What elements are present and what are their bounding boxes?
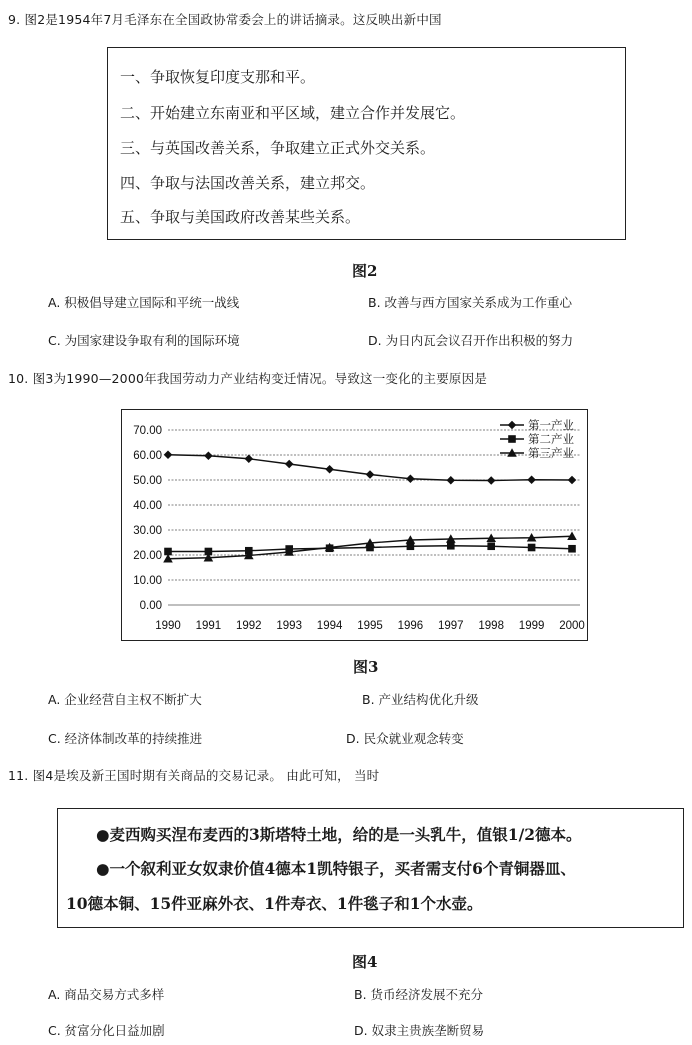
question-11-stem: 11. 图4是埃及新王国时期有关商品的交易记录。 由此可知， 当时 — [8, 768, 380, 783]
data-point-series-2 — [487, 542, 495, 550]
q11-option-a[interactable]: A. 商品交易方式多样 — [48, 987, 165, 1002]
x-tick-label: 2000 — [559, 620, 585, 632]
q11-option-c[interactable]: C. 贫富分化日益加剧 — [48, 1023, 165, 1038]
question-10-stem: 10. 图3为1990—2000年我国劳动力产业结构变迁情况。导致这一变化的主要原因是 — [8, 371, 488, 386]
q11-option-d[interactable]: D. 奴隶主贵族垄断贸易 — [354, 1023, 485, 1038]
q10-option-d[interactable]: D. 民众就业观念转变 — [346, 731, 464, 746]
x-tick-label: 1996 — [397, 620, 424, 632]
x-tick-label: 1997 — [438, 620, 464, 632]
labor-structure-line-chart — [122, 410, 586, 639]
legend-marker-2 — [508, 435, 516, 443]
q10-option-a[interactable]: A. 企业经营自主权不断扩大 — [48, 692, 202, 707]
y-tick-label: 30.00 — [133, 525, 162, 537]
data-point-series-2 — [447, 542, 455, 550]
x-tick-label: 1998 — [478, 620, 504, 632]
figure-4-line-2: ●一个叙利亚女奴隶价值4德本1凯特银子，买者需支付6个青铜器皿、 — [96, 859, 576, 878]
q9-option-a[interactable]: A. 积极倡导建立国际和平统一战线 — [48, 295, 240, 310]
x-tick-label: 1992 — [236, 620, 262, 632]
q10-option-c[interactable]: C. 经济体制改革的持续推进 — [48, 731, 203, 746]
figure-3-label: 图3 — [353, 658, 379, 676]
data-point-series-2 — [568, 545, 576, 553]
figure-4-line-3: 10德本铜、15件亚麻外衣、1件寿衣、1件毯子和1个水壶。 — [66, 894, 483, 913]
data-point-series-1 — [366, 470, 375, 479]
x-tick-label: 1990 — [155, 620, 181, 632]
q9-option-d[interactable]: D. 为日内瓦会议召开作出积极的努力 — [368, 333, 574, 348]
x-tick-label: 1993 — [276, 620, 302, 632]
figure-4-label: 图4 — [352, 953, 378, 971]
figure-2-line-4: 四、争取与法国改善关系，建立邦交。 — [120, 174, 376, 192]
figure-2-label: 图2 — [352, 262, 378, 280]
data-point-series-1 — [325, 465, 334, 474]
x-tick-label: 1994 — [316, 620, 343, 632]
legend-label-3: 第三产业 — [528, 448, 574, 460]
q9-option-c[interactable]: C. 为国家建设争取有利的国际环境 — [48, 333, 240, 348]
x-tick-label: 1991 — [195, 620, 222, 632]
y-tick-label: 0.00 — [139, 600, 162, 612]
figure-2-line-2: 二、开始建立东南亚和平区域，建立合作并发展它。 — [120, 104, 466, 122]
x-tick-label: 1999 — [518, 620, 545, 632]
figure-2-line-5: 五、争取与美国政府改善某些关系。 — [120, 208, 361, 226]
q10-option-b[interactable]: B. 产业结构优化升级 — [362, 692, 479, 707]
data-point-series-1 — [406, 474, 415, 483]
figure-4-line-1: ●麦西购买涅布麦西的3斯塔特土地，给的是一头乳牛，值银1/2德本。 — [96, 825, 582, 844]
data-point-series-1 — [245, 454, 254, 463]
data-point-series-1 — [487, 476, 496, 485]
y-tick-label: 10.00 — [133, 575, 162, 587]
figure-2-line-1: 一、争取恢复印度支那和平。 — [120, 68, 316, 86]
y-tick-label: 50.00 — [133, 475, 162, 487]
figure-3-chart-frame — [121, 409, 588, 641]
data-point-series-1 — [164, 450, 173, 459]
question-9-stem: 9. 图2是1954年7月毛泽东在全国政协常委会上的讲话摘录。这反映出新中国 — [8, 12, 442, 27]
legend-marker-1 — [508, 421, 517, 430]
figure-2-line-3: 三、与英国改善关系，争取建立正式外交关系。 — [120, 139, 436, 157]
figure-2-box — [107, 47, 626, 240]
data-point-series-2 — [528, 544, 536, 552]
legend-label-2: 第二产业 — [528, 434, 574, 446]
y-tick-label: 70.00 — [133, 425, 162, 437]
data-point-series-1 — [568, 476, 577, 485]
data-point-series-1 — [204, 451, 213, 460]
data-point-series-1 — [285, 460, 294, 469]
q11-option-b[interactable]: B. 货币经济发展不充分 — [354, 987, 484, 1002]
data-point-series-1 — [527, 475, 536, 484]
y-tick-label: 60.00 — [133, 450, 162, 462]
figure-4-box — [57, 808, 684, 928]
q9-option-b[interactable]: B. 改善与西方国家关系成为工作重心 — [368, 295, 573, 310]
legend-label-1: 第一产业 — [528, 420, 574, 432]
y-tick-label: 40.00 — [133, 500, 162, 512]
y-tick-label: 20.00 — [133, 550, 162, 562]
data-point-series-1 — [447, 476, 456, 485]
x-tick-label: 1995 — [357, 620, 383, 632]
